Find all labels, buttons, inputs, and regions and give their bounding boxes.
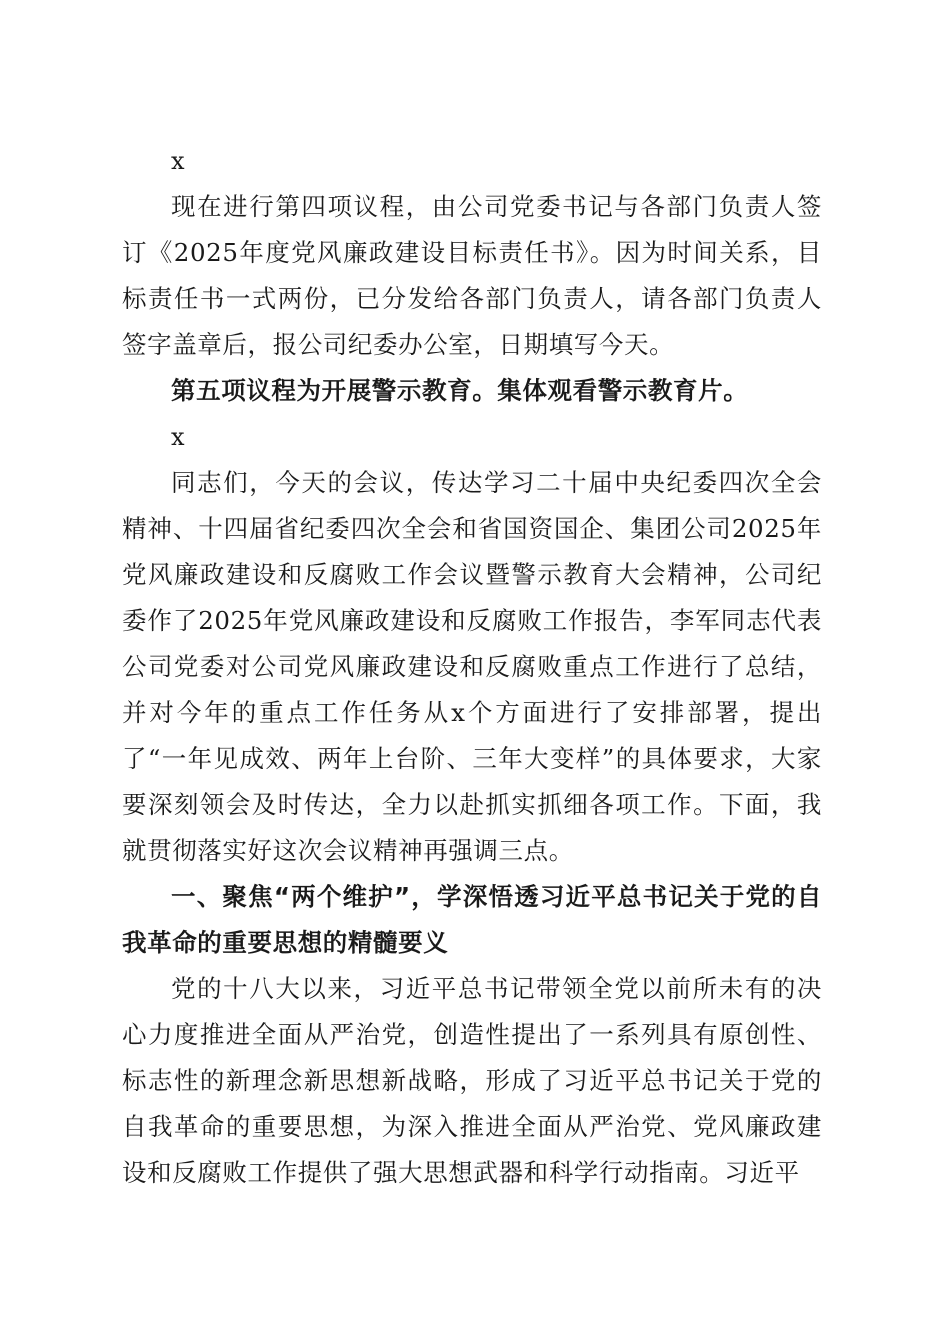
agenda-item-four-paragraph: 现在进行第四项议程，由公司党委书记与各部门负责人签订《2025年度党风廉政建设目标责任书》。因为时间关系，目标责任书一式两份，已分发给各部门负责人，请各部门负责人签字盖章后，报公司纪委办公室，日期填写今天。 [122,192,822,359]
agenda-item-five-paragraph: 第五项议程为开展警示教育。集体观看警示教育片。 [171,376,749,405]
speech-intro-paragraph: 同志们，今天的会议，传达学习二十届中央纪委四次全会精神、十四届省纪委四次全会和省国资国企、集团公司2025年党风廉政建设和反腐败工作会议暨警示教育大会精神，公司纪委作了2025年党风廉政建设和反腐败工作报告，李军同志代表公司党委对公司党风廉政建设和反腐败重点工作进行了总结，并对今年的重点工作任务从x个方面进行了安排部署，提出了“一年见成效、两年上台阶、三年大变样”的具体要求，大家要深刻领会及时传达，全力以赴抓实抓细各项工作。下面，我就贯彻落实好这次会议精神再强调三点。 [122,468,822,865]
placeholder-marker: x [171,147,185,175]
document-page [122,138,822,1196]
section-one-body-paragraph: 党的十八大以来，习近平总书记带领全党以前所未有的决心力度推进全面从严治党，创造性提出了一系列具有原创性、标志性的新理念新思想新战略，形成了习近平总书记关于党的自我革命的重要思想，为深入推进全面从严治党、党风廉政建设和反腐败工作提供了强大思想武器和科学行动指南。习近平 [122,974,822,1187]
section-heading-one: 一、聚焦“两个维护”，学深悟透习近平总书记关于党的自我革命的重要思想的精髓要义 [122,882,822,957]
placeholder-marker: x [171,423,185,451]
